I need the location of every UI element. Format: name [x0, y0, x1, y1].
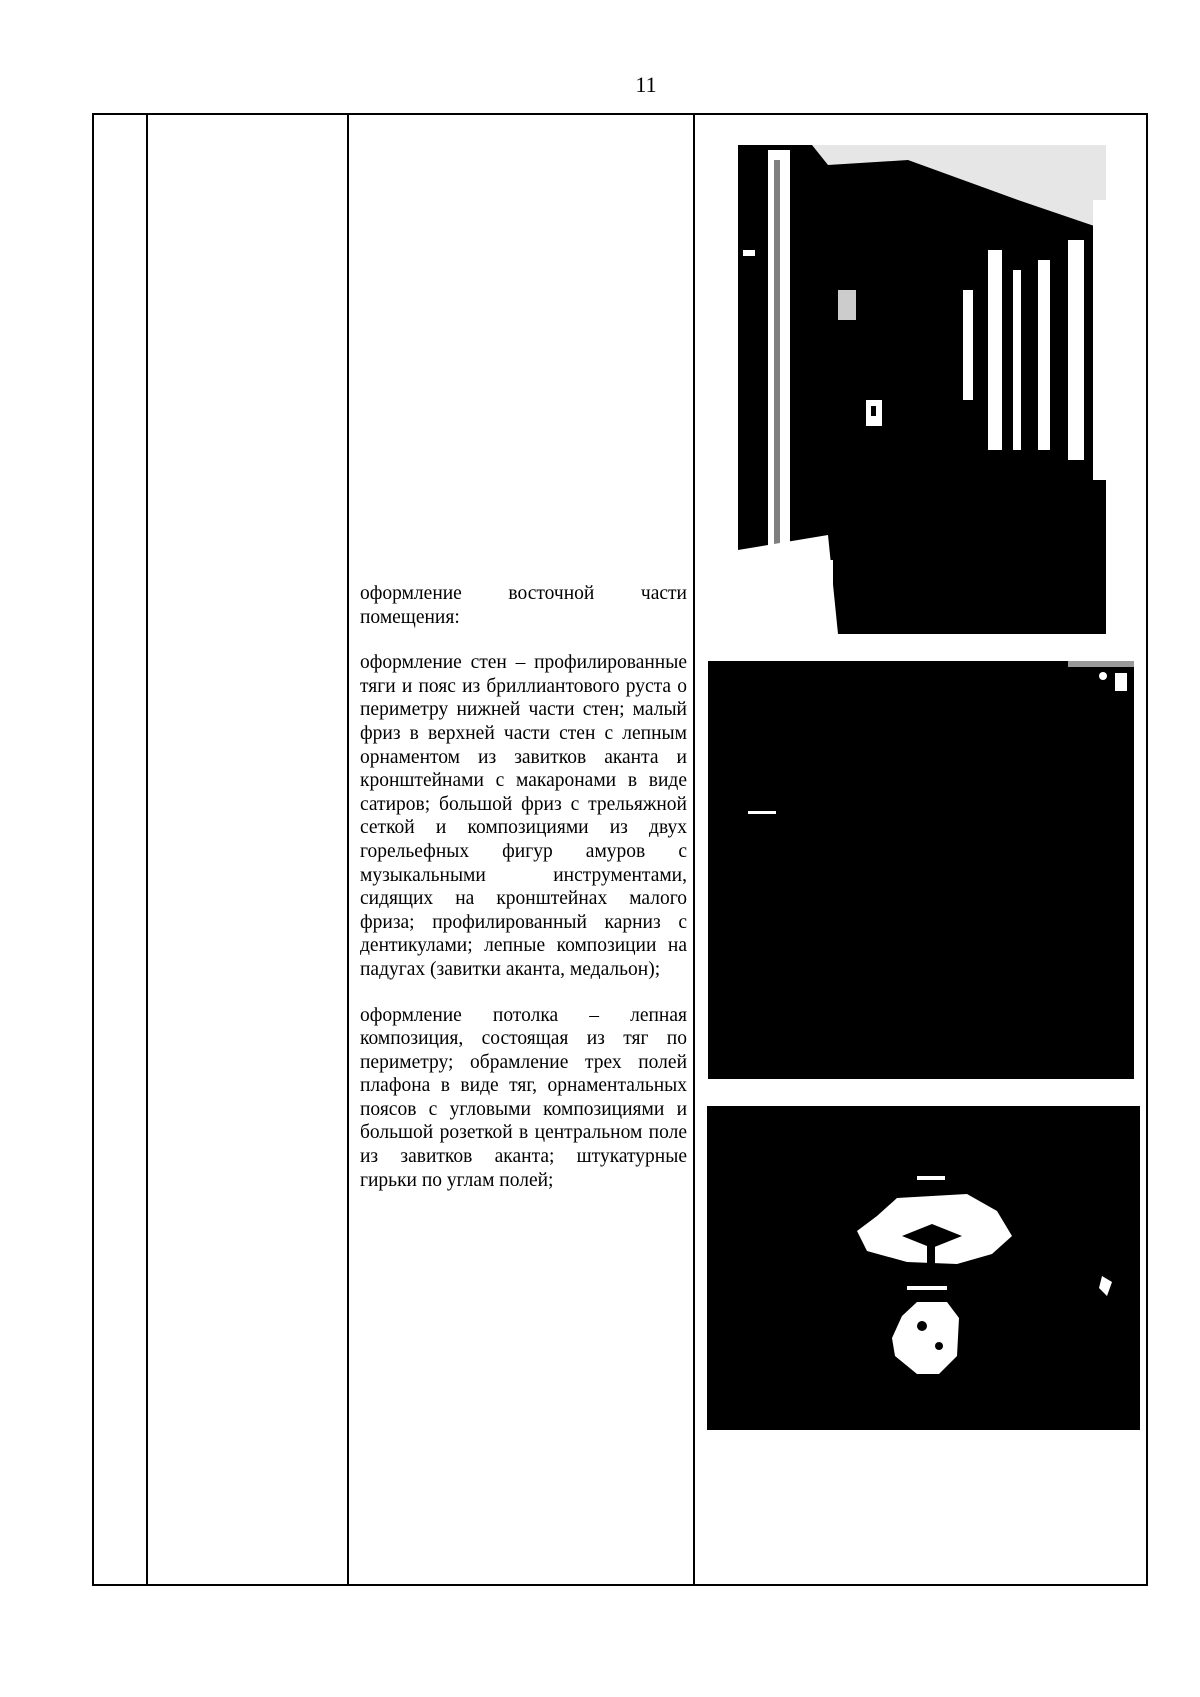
- page-number: 11: [635, 72, 657, 97]
- paragraph-east-part: оформление восточной части помещения:: [360, 583, 687, 628]
- wall-frieze-photo: [708, 661, 1134, 1079]
- description-cell: [360, 582, 687, 1214]
- paragraph-walls: оформление стен – профилированные тяги и пояс из бриллиантового руста о периметру нижней части стен; малый фриз в верхней части стен с лепным орнаментом из завитков аканта и кронштейнами с макаронами в виде сатиров; большой фриз с трельяжной сеткой и композициями из двух горельефных фигур амуров с музыкальными инструментами, сидящих на кронштейнах малого фриза; профилированный карниз с дентикулами; лепные композиции на падугах (завитки аканта, медальон);: [360, 652, 687, 980]
- ceiling-rosette-photo: [707, 1106, 1140, 1430]
- paragraph-ceiling: оформление потолка – лепная композиция, состоящая из тяг по периметру; обрамление трех полей плафона в виде тяг, орнаментальных поясов с угловыми композициями и большой розеткой в центральном поле из завитков аканта; штукатурные гирьки по углам полей;: [360, 1004, 687, 1191]
- interior-hall-photo: [738, 140, 1106, 634]
